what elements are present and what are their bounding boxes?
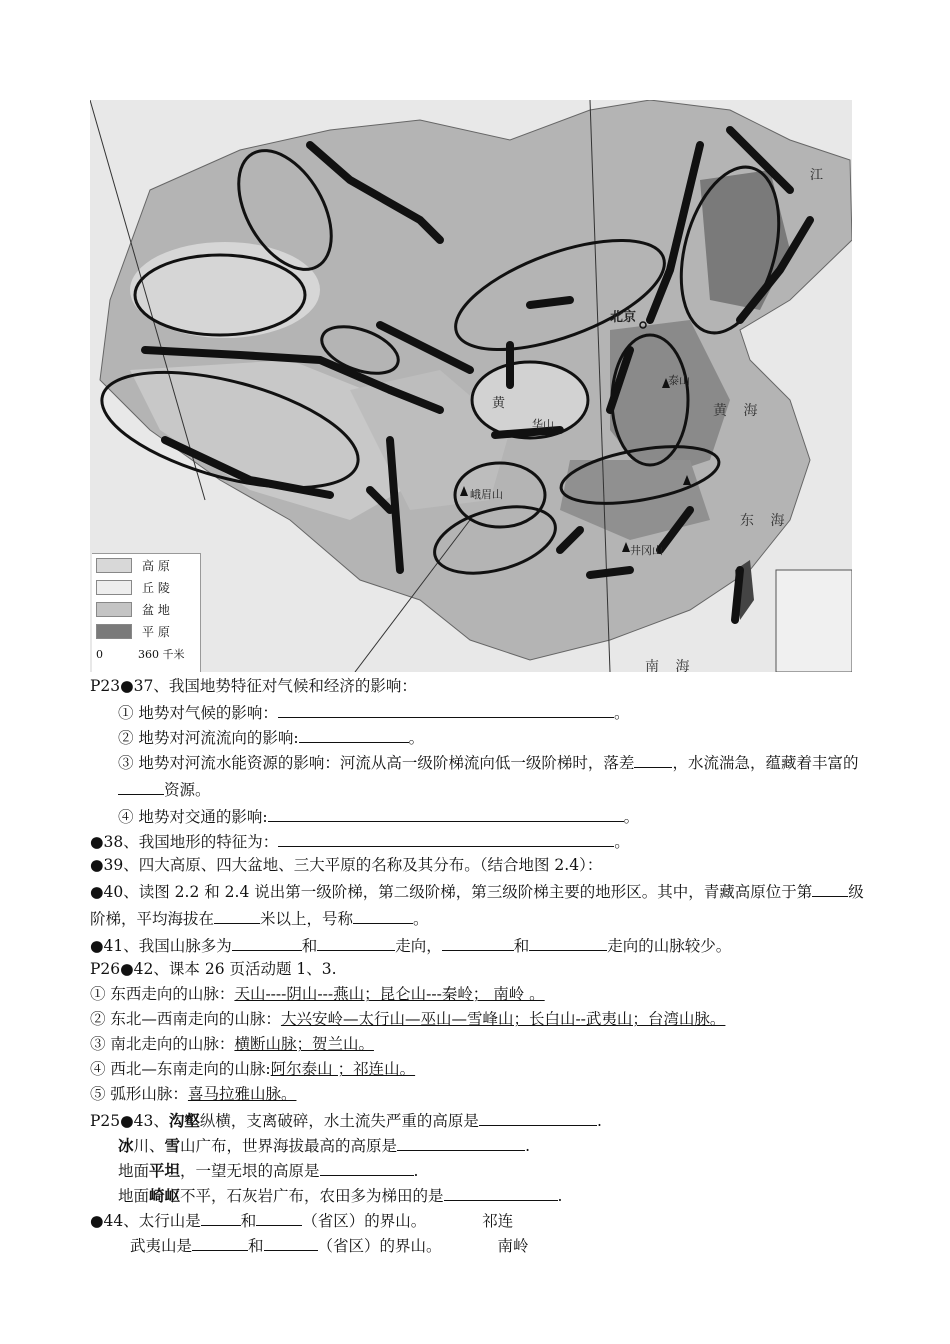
- q40: [90, 878, 870, 932]
- answer-blank[interactable]: [118, 776, 164, 795]
- q37-a4-label: ④ 地势对交通的影响:: [118, 808, 268, 826]
- period: .: [557, 1187, 563, 1205]
- answer-blank[interactable]: [444, 1182, 558, 1201]
- q44-text: （省区）的界山。: [302, 1212, 427, 1230]
- q41-text: 和: [301, 937, 318, 955]
- answer-blank[interactable]: [397, 1132, 525, 1151]
- legend-label: 盆 地: [142, 602, 170, 617]
- q37-title: P23●37、我国地势特征对气候和经济的影响：: [90, 677, 417, 695]
- map-drawing: [90, 100, 852, 672]
- legend-swatch: [96, 558, 132, 573]
- q38: [90, 828, 870, 853]
- legend-label: 丘 陵: [142, 580, 170, 595]
- q44-text: ●44、太行山是: [90, 1212, 201, 1230]
- q42-answer: 大兴安岭—太行山—巫山—雪峰山；长白山--武夷山；台湾山脉。: [280, 1010, 726, 1028]
- period: .: [413, 1162, 419, 1180]
- legend-row-plain: [96, 620, 200, 642]
- answer-blank[interactable]: [264, 1232, 318, 1251]
- q43-text: 地面: [118, 1162, 150, 1180]
- q43-text: 纵横，支离破碎，水土流失严重的高原是: [199, 1112, 479, 1130]
- answer-blank[interactable]: [529, 932, 607, 951]
- q42-row-3: [90, 1032, 870, 1057]
- period: 。: [614, 833, 630, 851]
- q40-text: ●40、读图 2.2 和 2.4 说出第一级阶梯，第二级阶梯，第三级阶梯主要的地形区。其中，青藏高原位于第: [90, 883, 813, 901]
- q43-text: 山广布，世界海拔最高的高原是: [180, 1137, 398, 1155]
- answer-blank[interactable]: [278, 699, 614, 718]
- answer-blank[interactable]: [268, 803, 624, 822]
- q43-bold: 平坦: [149, 1161, 181, 1180]
- q42-label: ③ 南北走向的山脉：: [90, 1035, 235, 1053]
- q40-text: 。: [413, 910, 429, 928]
- q37-a2-label: ② 地势对河流流向的影响:: [118, 729, 299, 747]
- q44-text: 和: [240, 1212, 257, 1230]
- q40-text: 级阶梯，平均海拔在: [90, 883, 864, 928]
- q37-item-4: [90, 803, 870, 828]
- q41-text: 走向，: [395, 937, 442, 955]
- q43-bold: 雪: [164, 1136, 181, 1155]
- taishan-label: 泰山: [668, 374, 690, 387]
- q44-line-1: [90, 1207, 870, 1232]
- q42-row-5: [90, 1082, 870, 1107]
- q43-bold: 沟壑: [168, 1111, 200, 1130]
- q43-text: 不平，石灰岩广布，农田多为梯田的是: [180, 1187, 444, 1205]
- q42-answer: 阿尔泰山 ；祁连山。: [270, 1060, 416, 1078]
- scale-bar: [96, 646, 200, 662]
- q37-a1-label: ① 地势对气候的影响：: [118, 704, 278, 722]
- legend-swatch: [96, 624, 132, 639]
- q41-text: 和: [513, 937, 530, 955]
- q44-text: 和: [248, 1237, 264, 1255]
- legend-row-basin: [96, 598, 200, 620]
- q40-text: 米以上，号称: [260, 910, 354, 928]
- worksheet-text: [90, 674, 870, 1257]
- q43-text: ，一望无垠的高原是: [180, 1162, 320, 1180]
- legend-swatch: [96, 580, 132, 595]
- answer-blank[interactable]: [442, 932, 514, 951]
- q42-label: ② 东北—西南走向的山脉：: [90, 1010, 281, 1028]
- period: .: [525, 1137, 530, 1155]
- yellow-river-label: 黄: [492, 396, 506, 411]
- q37-item-1: [90, 699, 870, 724]
- beijing-label: 北京: [610, 310, 637, 325]
- q37-a3-text: ③ 地势对河流水能资源的影响：河流从高一级阶梯流向低一级阶梯时，落差: [118, 754, 635, 772]
- q43-line-4: [90, 1182, 870, 1207]
- q42-answer: 横断山脉；贺兰山。: [234, 1035, 374, 1053]
- china-terrain-map: [90, 100, 852, 672]
- q42-label: ⑤ 弧形山脉：: [90, 1085, 188, 1103]
- q38-text: ●38、我国地形的特征为：: [90, 833, 279, 851]
- answer-blank[interactable]: [320, 1157, 414, 1176]
- emeishan-label: 峨眉山: [470, 488, 503, 501]
- answer-blank[interactable]: [192, 1232, 248, 1251]
- q42-row-4: [90, 1057, 870, 1082]
- answer-blank[interactable]: [232, 932, 302, 951]
- q43-text: P25●43、: [90, 1112, 169, 1130]
- answer-blank[interactable]: [299, 724, 409, 743]
- answer-blank[interactable]: [812, 878, 848, 897]
- q42-label: ④ 西北—东南走向的山脉:: [90, 1060, 271, 1078]
- q39: ●39、四大高原、四大盆地、三大平原的名称及其分布。（结合地图 2.4）：: [90, 856, 603, 874]
- q44-line-2: [90, 1232, 870, 1257]
- q42-answer: 喜马拉雅山脉。: [187, 1085, 297, 1103]
- period: .: [596, 1112, 602, 1130]
- period: 。: [613, 704, 630, 722]
- q43-text: 川、: [133, 1137, 165, 1155]
- q43-bold: 冰: [118, 1136, 134, 1155]
- q43-line-3: [90, 1157, 870, 1182]
- answer-blank[interactable]: [214, 905, 260, 924]
- q41-text: 走向的山脉较少。: [607, 937, 732, 955]
- jiang-label: 江: [810, 168, 824, 183]
- q41: [90, 932, 870, 957]
- answer-blank[interactable]: [353, 905, 413, 924]
- answer-blank[interactable]: [278, 828, 614, 847]
- q37-item-3: [90, 749, 870, 803]
- q43-text: 地面: [118, 1187, 150, 1205]
- map-legend: [92, 553, 201, 672]
- yellow-sea-label: 黄 海: [713, 403, 764, 419]
- q37-item-2: [90, 724, 870, 749]
- q44-text: 武夷山是: [130, 1237, 193, 1255]
- south-sea-label: 南 海: [645, 659, 696, 672]
- q43-bold: 崎岖: [149, 1186, 181, 1205]
- q43-line-1: [90, 1107, 870, 1132]
- period: 。: [623, 808, 640, 826]
- q37-a3-text: 资源。: [164, 781, 211, 799]
- jinggangshan-label: 井冈山: [630, 544, 663, 557]
- q42-row-2: [90, 1007, 870, 1032]
- huashan-label: 华山: [532, 418, 554, 431]
- legend-label: 平 原: [142, 624, 170, 639]
- legend-row-plateau: [96, 554, 200, 576]
- answer-blank[interactable]: [634, 749, 672, 768]
- answer-blank[interactable]: [317, 932, 395, 951]
- q43-line-2: [90, 1132, 870, 1157]
- q44-note: 祁连: [482, 1212, 514, 1230]
- answer-blank[interactable]: [479, 1107, 597, 1126]
- q41-text: ●41、我国山脉多为: [90, 937, 232, 955]
- answer-blank[interactable]: [201, 1207, 241, 1226]
- scale-text: 360 千米: [138, 648, 185, 661]
- legend-swatch: [96, 602, 132, 617]
- scale-zero: 0: [96, 648, 103, 661]
- q44-note: 南岭: [497, 1237, 529, 1255]
- period: 。: [408, 729, 425, 747]
- q42-answer: 天山----阴山---燕山；昆仑山---秦岭； 南岭 。: [234, 985, 545, 1003]
- answer-blank[interactable]: [256, 1207, 302, 1226]
- q42-row-1: [90, 982, 870, 1007]
- q42-title: P26●42、课本 26 页活动题 1、3.: [90, 960, 337, 978]
- legend-label: 高 原: [142, 558, 170, 573]
- q42-label: ① 东西走向的山脉：: [90, 985, 235, 1003]
- east-sea-label: 东 海: [740, 513, 791, 529]
- legend-row-hills: [96, 576, 200, 598]
- q44-text: （省区）的界山。: [317, 1237, 442, 1255]
- q37-a3-text: ，水流湍急，蕴藏着丰富的: [672, 754, 859, 772]
